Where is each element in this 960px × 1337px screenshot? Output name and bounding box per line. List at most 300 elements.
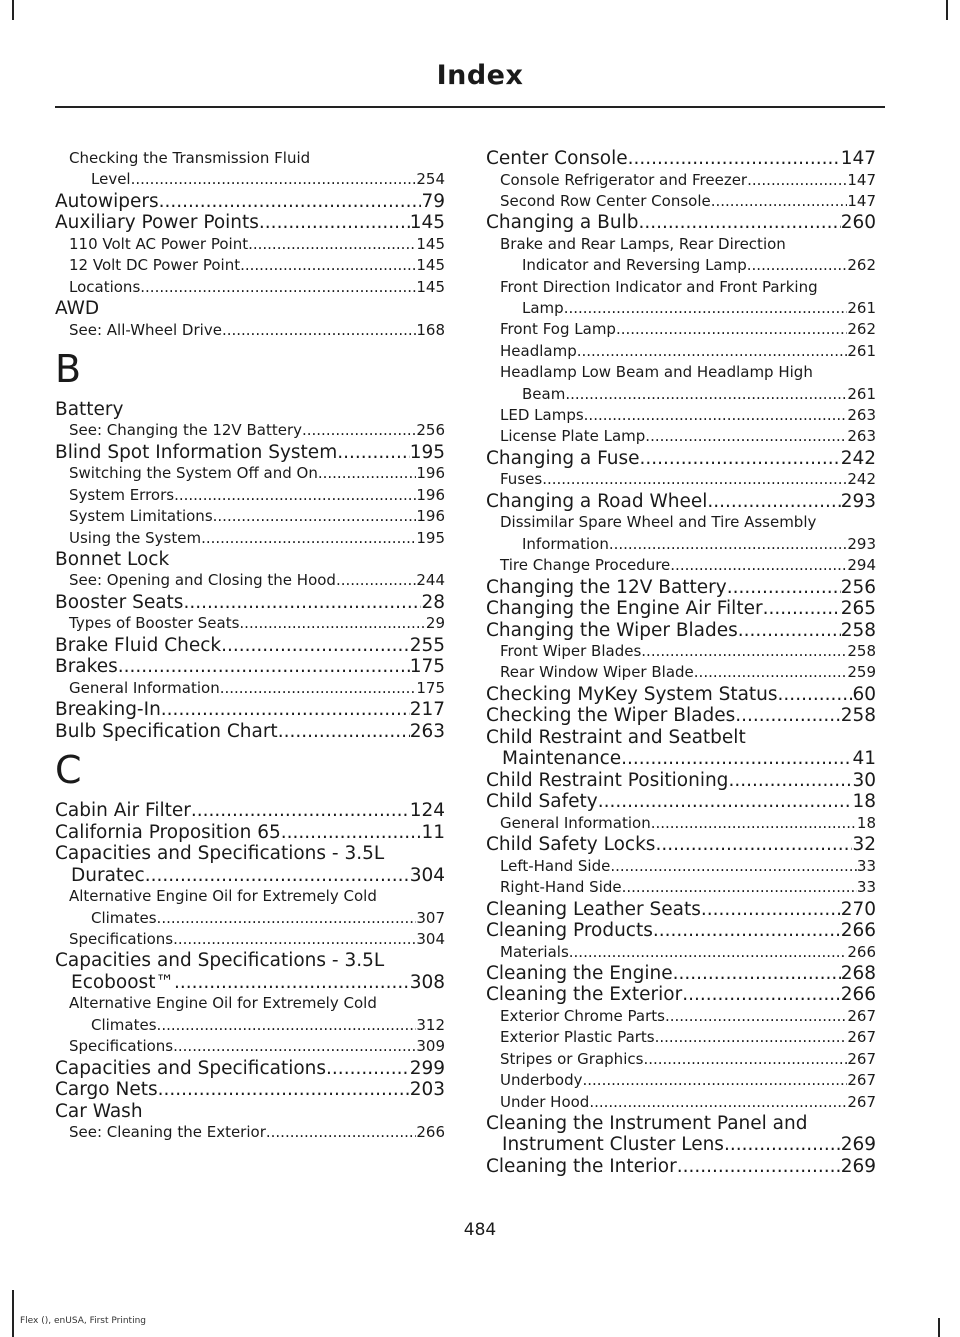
index-entry[interactable] bbox=[486, 920, 876, 942]
index-entry-label-line: Child Restraint and Seatbelt bbox=[486, 726, 746, 748]
index-entry[interactable] bbox=[55, 399, 445, 421]
index-subentry[interactable] bbox=[486, 341, 876, 362]
index-subentry[interactable] bbox=[486, 877, 876, 898]
index-page-number[interactable]: 124 bbox=[409, 800, 445, 822]
index-page-number[interactable]: 267 bbox=[847, 1092, 876, 1111]
index-page-number[interactable]: 145 bbox=[409, 212, 445, 234]
index-entry[interactable] bbox=[486, 491, 876, 513]
index-page-number[interactable]: 168 bbox=[416, 320, 445, 339]
dot-leader bbox=[655, 1027, 848, 1048]
index-page-number[interactable]: 18 bbox=[856, 813, 876, 832]
index-entry-label-line: Capacities and Specifications - 3.5L bbox=[55, 950, 385, 972]
index-subentry[interactable] bbox=[486, 1049, 876, 1070]
dot-leader bbox=[191, 800, 410, 822]
dot-leader bbox=[609, 534, 848, 555]
index-entry-label: Under Hood bbox=[500, 1092, 590, 1111]
index-entry-label: Changing a Road Wheel bbox=[486, 490, 708, 512]
index-page-number[interactable]: 175 bbox=[416, 678, 445, 697]
index-page-number[interactable]: 258 bbox=[840, 705, 876, 727]
index-subentry[interactable] bbox=[55, 234, 445, 255]
index-subentry[interactable] bbox=[486, 298, 876, 319]
dot-leader bbox=[220, 678, 417, 699]
crop-mark bbox=[12, 1290, 14, 1337]
index-subentry[interactable] bbox=[486, 555, 876, 576]
index-page-number[interactable]: 312 bbox=[416, 1015, 445, 1034]
index-page-number[interactable]: 260 bbox=[840, 212, 876, 234]
index-entry-label: Headlamp bbox=[500, 341, 577, 360]
index-entry[interactable] bbox=[486, 1134, 876, 1156]
index-entry-label: Instrument Cluster Lens bbox=[502, 1134, 724, 1156]
dot-leader bbox=[565, 384, 847, 405]
index-entry-label: Cabin Air Filter bbox=[55, 800, 191, 822]
index-entry-label: Cleaning the Engine bbox=[486, 962, 673, 984]
index-subentry[interactable] bbox=[486, 813, 876, 834]
index-entry[interactable] bbox=[55, 822, 445, 844]
dot-leader bbox=[259, 212, 410, 234]
dot-leader bbox=[281, 822, 422, 844]
index-entry-label: Second Row Center Console bbox=[500, 191, 711, 210]
index-entry-label: Indicator and Reversing Lamp bbox=[522, 256, 747, 275]
index-page-number[interactable]: 147 bbox=[840, 148, 876, 169]
index-entry-label: General Information bbox=[69, 678, 220, 697]
dot-leader bbox=[701, 899, 841, 921]
index-entry-label-line: Checking the Transmission Fluid bbox=[69, 149, 311, 167]
index-entry-label: Auxiliary Power Points bbox=[55, 212, 259, 234]
index-entry[interactable] bbox=[55, 442, 445, 464]
index-subentry[interactable] bbox=[55, 463, 445, 484]
index-entry-label: Stripes or Graphics bbox=[500, 1049, 644, 1068]
dot-leader bbox=[622, 877, 857, 898]
index-subentry[interactable] bbox=[486, 856, 876, 877]
index-entry[interactable] bbox=[486, 963, 876, 985]
index-entry[interactable] bbox=[486, 148, 876, 170]
index-subentry[interactable] bbox=[55, 1036, 445, 1057]
index-entry[interactable] bbox=[55, 549, 445, 571]
index-page-number[interactable]: 263 bbox=[847, 406, 876, 425]
dot-leader bbox=[655, 834, 852, 856]
index-entry-label: Autowipers bbox=[55, 190, 159, 212]
dot-leader bbox=[201, 528, 416, 549]
index-entry-label: Maintenance bbox=[502, 748, 622, 770]
index-entry[interactable] bbox=[55, 592, 445, 614]
index-subentry[interactable] bbox=[486, 170, 876, 191]
index-subentry[interactable] bbox=[486, 405, 876, 426]
index-page-number[interactable]: 256 bbox=[416, 421, 445, 440]
dot-leader bbox=[564, 298, 848, 319]
index-subentry[interactable] bbox=[55, 485, 445, 506]
index-entry-label: Exterior Plastic Parts bbox=[500, 1028, 655, 1047]
index-entry[interactable] bbox=[55, 656, 445, 678]
index-column-left bbox=[55, 148, 445, 1144]
index-page-number[interactable]: 267 bbox=[847, 1028, 876, 1047]
index-subentry[interactable] bbox=[486, 1070, 876, 1091]
index-page-number[interactable]: 308 bbox=[409, 971, 445, 993]
dot-leader bbox=[747, 170, 847, 191]
index-page-number[interactable]: 266 bbox=[840, 920, 876, 942]
index-subentry[interactable] bbox=[486, 641, 876, 662]
dot-leader bbox=[763, 598, 841, 620]
index-subentry[interactable] bbox=[486, 942, 876, 963]
index-page-number[interactable]: 262 bbox=[847, 320, 876, 339]
index-entry[interactable] bbox=[55, 972, 445, 994]
index-entry-label: Beam bbox=[522, 384, 566, 403]
index-entry-label: Changing the Wiper Blades bbox=[486, 619, 738, 641]
index-entry[interactable] bbox=[55, 635, 445, 657]
dot-leader bbox=[318, 463, 417, 484]
index-column-right bbox=[486, 148, 876, 1177]
index-subentry[interactable] bbox=[486, 319, 876, 340]
index-page-number[interactable]: 145 bbox=[416, 234, 445, 253]
index-page-number[interactable]: 195 bbox=[409, 441, 445, 463]
index-page-number[interactable]: 18 bbox=[852, 791, 876, 813]
index-entry[interactable] bbox=[486, 705, 876, 727]
index-entry-label: Level bbox=[91, 170, 131, 189]
index-entry-label: Lamp bbox=[522, 299, 564, 318]
index-entry-label: Brakes bbox=[55, 656, 118, 678]
index-page-number[interactable]: 266 bbox=[416, 1123, 445, 1142]
index-subentry[interactable] bbox=[486, 191, 876, 212]
index-page-number[interactable]: 304 bbox=[416, 930, 445, 948]
index-page-number[interactable]: 29 bbox=[425, 614, 445, 633]
index-entry[interactable] bbox=[486, 899, 876, 921]
index-entry-label: Cargo Nets bbox=[55, 1079, 158, 1101]
index-page-number[interactable]: 262 bbox=[847, 256, 876, 275]
index-entry-label-line: Capacities and Specifications - 3.5L bbox=[55, 843, 385, 865]
index-entry[interactable] bbox=[486, 620, 876, 642]
index-page-number[interactable]: 261 bbox=[847, 384, 876, 403]
index-page-number[interactable]: 244 bbox=[416, 571, 445, 590]
index-subentry[interactable] bbox=[55, 678, 445, 699]
index-subentry[interactable] bbox=[55, 908, 445, 929]
index-entry-label: Cleaning the Exterior bbox=[486, 984, 683, 1006]
index-page-number[interactable]: 261 bbox=[847, 299, 876, 318]
index-entry-label: Left-Hand Side bbox=[500, 856, 611, 875]
index-page-number[interactable]: 242 bbox=[847, 470, 876, 489]
index-subentry[interactable] bbox=[55, 320, 445, 341]
index-subentry[interactable] bbox=[486, 1092, 876, 1113]
index-page-number[interactable]: 79 bbox=[421, 190, 445, 212]
index-subentry[interactable] bbox=[55, 929, 445, 950]
index-subentry[interactable] bbox=[55, 255, 445, 276]
index-subentry[interactable] bbox=[486, 426, 876, 447]
dot-leader bbox=[738, 620, 841, 642]
index-entry-label: Front Fog Lamp bbox=[500, 320, 616, 339]
index-page-number[interactable]: 254 bbox=[416, 170, 445, 189]
index-entry-label: Changing a Fuse bbox=[486, 447, 640, 469]
dot-leader bbox=[173, 1036, 416, 1057]
dot-leader bbox=[173, 929, 416, 950]
index-page-number[interactable]: 147 bbox=[847, 191, 876, 210]
index-entry-label: Climates bbox=[91, 1015, 157, 1034]
index-subentry[interactable] bbox=[55, 1015, 445, 1036]
index-page-number[interactable]: 41 bbox=[852, 748, 876, 770]
index-page-number[interactable]: 268 bbox=[840, 962, 876, 984]
index-subentry[interactable] bbox=[55, 528, 445, 549]
index-entry[interactable] bbox=[486, 684, 876, 706]
index-page-number[interactable]: 28 bbox=[421, 591, 445, 613]
index-entry-label: Changing a Bulb bbox=[486, 212, 639, 234]
dot-leader bbox=[240, 255, 416, 276]
index-entry[interactable] bbox=[486, 1156, 876, 1178]
dot-leader bbox=[161, 699, 410, 721]
index-page-number[interactable]: 261 bbox=[847, 341, 876, 360]
index-entry[interactable] bbox=[486, 748, 876, 770]
index-entry-label: Specifications bbox=[69, 1037, 174, 1056]
index-entry[interactable] bbox=[486, 448, 876, 470]
dot-leader bbox=[645, 426, 847, 447]
crop-mark bbox=[938, 1318, 940, 1337]
index-entry[interactable] bbox=[486, 598, 876, 620]
page-number: 484 bbox=[463, 1220, 497, 1240]
index-page-number[interactable]: 267 bbox=[847, 1071, 876, 1090]
dot-leader bbox=[174, 972, 410, 994]
dot-leader bbox=[589, 1092, 847, 1113]
index-entry[interactable] bbox=[55, 1101, 445, 1123]
index-page-number[interactable]: 259 bbox=[847, 663, 876, 682]
index-entry-label: Center Console bbox=[486, 148, 628, 169]
index-subentry[interactable] bbox=[486, 384, 876, 405]
index-entry-label: Cleaning Products bbox=[486, 920, 653, 942]
index-entry-label: Child Restraint Positioning bbox=[486, 769, 729, 791]
dot-leader bbox=[673, 963, 841, 985]
index-entry-label: California Proposition 65 bbox=[55, 821, 281, 843]
dot-leader bbox=[778, 684, 853, 706]
index-page-number[interactable]: 258 bbox=[847, 642, 876, 660]
dot-leader bbox=[542, 469, 847, 490]
index-entry[interactable] bbox=[55, 865, 445, 887]
index-page-number[interactable]: 293 bbox=[840, 490, 876, 512]
index-entry[interactable] bbox=[55, 1079, 445, 1101]
index-section-letter: C bbox=[55, 748, 82, 793]
index-entry-label: Duratec bbox=[71, 864, 145, 886]
index-page-number[interactable]: 263 bbox=[847, 427, 876, 446]
index-page-number[interactable]: 299 bbox=[409, 1057, 445, 1079]
index-page-number[interactable]: 196 bbox=[416, 507, 445, 526]
index-page-number[interactable]: 269 bbox=[840, 1134, 876, 1156]
dot-leader bbox=[694, 662, 848, 683]
index-entry-label: Bulb Specification Chart bbox=[55, 720, 278, 742]
dot-leader bbox=[653, 920, 841, 942]
index-subentry[interactable] bbox=[486, 534, 876, 555]
index-entry[interactable] bbox=[486, 791, 876, 813]
index-entry-label-line: Dissimilar Spare Wheel and Tire Assembly bbox=[500, 513, 817, 532]
index-entry-label: Underbody bbox=[500, 1071, 583, 1090]
crop-mark bbox=[946, 0, 948, 20]
index-page-number[interactable]: 217 bbox=[409, 699, 445, 721]
index-entry-label: Ecoboost™ bbox=[71, 971, 174, 993]
index-entry[interactable] bbox=[486, 212, 876, 234]
dot-leader bbox=[670, 555, 847, 576]
index-entry-label: Changing the 12V Battery bbox=[486, 576, 727, 598]
index-subentry[interactable] bbox=[55, 506, 445, 527]
index-page-number[interactable]: 33 bbox=[856, 878, 876, 897]
edition-footer: Flex (), enUSA, First Printing bbox=[20, 1316, 146, 1326]
index-page-number[interactable]: 267 bbox=[847, 1049, 876, 1068]
index-subentry[interactable] bbox=[55, 613, 445, 634]
index-subentry[interactable] bbox=[55, 277, 445, 298]
index-subentry[interactable] bbox=[486, 1027, 876, 1048]
index-entry[interactable] bbox=[486, 770, 876, 792]
index-entry-label: Checking the Wiper Blades bbox=[486, 705, 736, 727]
index-page-number[interactable]: 60 bbox=[852, 683, 876, 705]
dot-leader bbox=[222, 320, 416, 341]
dot-leader bbox=[302, 420, 416, 441]
index-entry[interactable] bbox=[55, 721, 445, 743]
index-page-number[interactable]: 175 bbox=[409, 656, 445, 678]
index-entry-label: 12 Volt DC Power Point bbox=[69, 256, 241, 275]
dot-leader bbox=[174, 485, 416, 506]
index-entry[interactable] bbox=[486, 984, 876, 1006]
index-entry-label: LED Lamps bbox=[500, 406, 584, 425]
dot-leader bbox=[248, 234, 416, 255]
index-page-number[interactable]: 11 bbox=[421, 821, 445, 843]
index-entry-label-line: Front Direction Indicator and Front Parking bbox=[500, 277, 818, 296]
index-page-number[interactable]: 147 bbox=[847, 170, 876, 189]
index-entry-label: Car Wash bbox=[55, 1100, 143, 1122]
index-subentry[interactable] bbox=[486, 662, 876, 683]
index-entry-label: Child Safety bbox=[486, 791, 598, 813]
index-section-letter: B bbox=[55, 346, 82, 391]
index-page-number[interactable]: 309 bbox=[416, 1037, 445, 1056]
index-subentry[interactable] bbox=[486, 1006, 876, 1027]
index-page-number[interactable]: 304 bbox=[409, 864, 445, 886]
dot-leader bbox=[610, 856, 857, 877]
index-page-number[interactable]: 293 bbox=[847, 534, 876, 553]
index-entry[interactable] bbox=[55, 191, 445, 213]
index-page-number[interactable]: 266 bbox=[840, 984, 876, 1006]
index-entry-label: Tire Change Procedure bbox=[500, 556, 671, 575]
index-entry-label: System Limitations bbox=[69, 507, 213, 526]
index-page-number[interactable]: 145 bbox=[416, 256, 445, 275]
index-page-number[interactable]: 196 bbox=[416, 464, 445, 483]
index-entry-label: Cleaning the Interior bbox=[486, 1155, 677, 1177]
dot-leader bbox=[584, 405, 848, 426]
index-entry-label: Information bbox=[522, 534, 609, 553]
dot-leader bbox=[159, 191, 422, 213]
dot-leader bbox=[643, 1049, 847, 1070]
index-entry[interactable] bbox=[55, 1058, 445, 1080]
dot-leader bbox=[213, 506, 417, 527]
dot-leader bbox=[651, 813, 857, 834]
dot-leader bbox=[747, 255, 848, 276]
dot-leader bbox=[616, 319, 847, 340]
dot-leader bbox=[577, 341, 848, 362]
index-entry-label: Booster Seats bbox=[55, 591, 184, 613]
index-entry-label: Exterior Chrome Parts bbox=[500, 1006, 665, 1025]
dot-leader bbox=[158, 1079, 410, 1101]
index-subentry[interactable] bbox=[55, 1122, 445, 1143]
index-entry-label: Bonnet Lock bbox=[55, 548, 170, 570]
dot-leader bbox=[140, 277, 416, 298]
dot-leader bbox=[266, 1122, 416, 1143]
dot-leader bbox=[621, 748, 852, 770]
dot-leader bbox=[583, 1070, 848, 1091]
index-page-number[interactable]: 294 bbox=[847, 556, 876, 575]
index-entry-label: Console Refrigerator and Freezer bbox=[500, 170, 748, 189]
index-page-number[interactable]: 270 bbox=[840, 898, 876, 920]
index-page-number[interactable]: 33 bbox=[856, 856, 876, 875]
index-entry-label: Locations bbox=[69, 277, 141, 296]
index-entry[interactable] bbox=[55, 212, 445, 234]
index-entry-label: See: All-Wheel Drive bbox=[69, 320, 222, 339]
index-entry-label-line: Alternative Engine Oil for Extremely Cold bbox=[69, 887, 377, 906]
index-subentry[interactable] bbox=[486, 469, 876, 490]
index-entry-label: Checking MyKey System Status bbox=[486, 683, 778, 705]
index-page-number[interactable]: 32 bbox=[852, 834, 876, 856]
index-page-number[interactable]: 269 bbox=[840, 1155, 876, 1177]
title-divider bbox=[55, 106, 885, 108]
index-entry-label: Climates bbox=[91, 908, 157, 927]
dot-leader bbox=[278, 721, 410, 743]
dot-leader bbox=[735, 705, 840, 727]
index-entry-label: AWD bbox=[55, 298, 100, 320]
index-page-number[interactable]: 256 bbox=[840, 576, 876, 598]
dot-leader bbox=[727, 577, 841, 599]
index-page-number[interactable]: 145 bbox=[416, 277, 445, 296]
index-page-number[interactable]: 258 bbox=[840, 619, 876, 641]
dot-leader bbox=[682, 984, 841, 1006]
dot-leader bbox=[665, 1006, 847, 1027]
index-subentry[interactable] bbox=[486, 255, 876, 276]
index-page-number[interactable]: 30 bbox=[852, 769, 876, 791]
index-entry-label-line: Headlamp Low Beam and Headlamp High bbox=[500, 363, 813, 382]
index-entry[interactable] bbox=[486, 577, 876, 599]
index-entry[interactable] bbox=[55, 298, 445, 320]
index-entry-label: Switching the System Off and On bbox=[69, 464, 318, 483]
index-entry[interactable] bbox=[55, 800, 445, 822]
index-page-number[interactable]: 196 bbox=[416, 485, 445, 504]
index-page-number[interactable]: 266 bbox=[847, 942, 876, 961]
index-page-number[interactable]: 203 bbox=[409, 1079, 445, 1101]
dot-leader bbox=[728, 770, 852, 792]
index-entry-label: Fuses bbox=[500, 470, 543, 489]
dot-leader bbox=[628, 148, 841, 170]
index-entry[interactable] bbox=[55, 699, 445, 721]
index-entry-label: System Errors bbox=[69, 485, 175, 504]
index-page-number[interactable]: 195 bbox=[416, 528, 445, 547]
dot-leader bbox=[239, 613, 426, 634]
dot-leader bbox=[638, 212, 840, 234]
index-entry-label: Cleaning Leather Seats bbox=[486, 898, 701, 920]
dot-leader bbox=[711, 191, 848, 212]
dot-leader bbox=[157, 1015, 417, 1036]
index-subentry[interactable] bbox=[55, 169, 445, 190]
index-entry-label: Using the System bbox=[69, 528, 202, 547]
index-entry-label-line: Alternative Engine Oil for Extremely Cold bbox=[69, 994, 377, 1013]
index-entry-label: General Information bbox=[500, 813, 651, 832]
index-entry-label: Front Wiper Blades bbox=[500, 642, 642, 660]
index-page-number[interactable]: 242 bbox=[840, 447, 876, 469]
index-page-number[interactable]: 263 bbox=[409, 720, 445, 742]
index-page-number[interactable]: 267 bbox=[847, 1006, 876, 1025]
index-subentry[interactable] bbox=[55, 420, 445, 441]
dot-leader bbox=[145, 865, 410, 887]
index-entry-label: Types of Booster Seats bbox=[69, 614, 240, 633]
dot-leader bbox=[598, 791, 853, 813]
index-entry-label: 110 Volt AC Power Point bbox=[69, 234, 249, 253]
index-page-number[interactable]: 255 bbox=[409, 634, 445, 656]
index-entry-label: Changing the Engine Air Filter bbox=[486, 598, 763, 619]
index-entry[interactable] bbox=[486, 834, 876, 856]
index-page-number[interactable]: 265 bbox=[840, 598, 876, 619]
index-entry-label: Breaking-In bbox=[55, 699, 161, 721]
index-entry-label: License Plate Lamp bbox=[500, 427, 646, 446]
dot-leader bbox=[337, 442, 409, 464]
index-page-number[interactable]: 307 bbox=[416, 908, 445, 927]
dot-leader bbox=[641, 641, 847, 662]
index-entry-label: See: Changing the 12V Battery bbox=[69, 421, 302, 440]
index-subentry[interactable] bbox=[55, 570, 445, 591]
